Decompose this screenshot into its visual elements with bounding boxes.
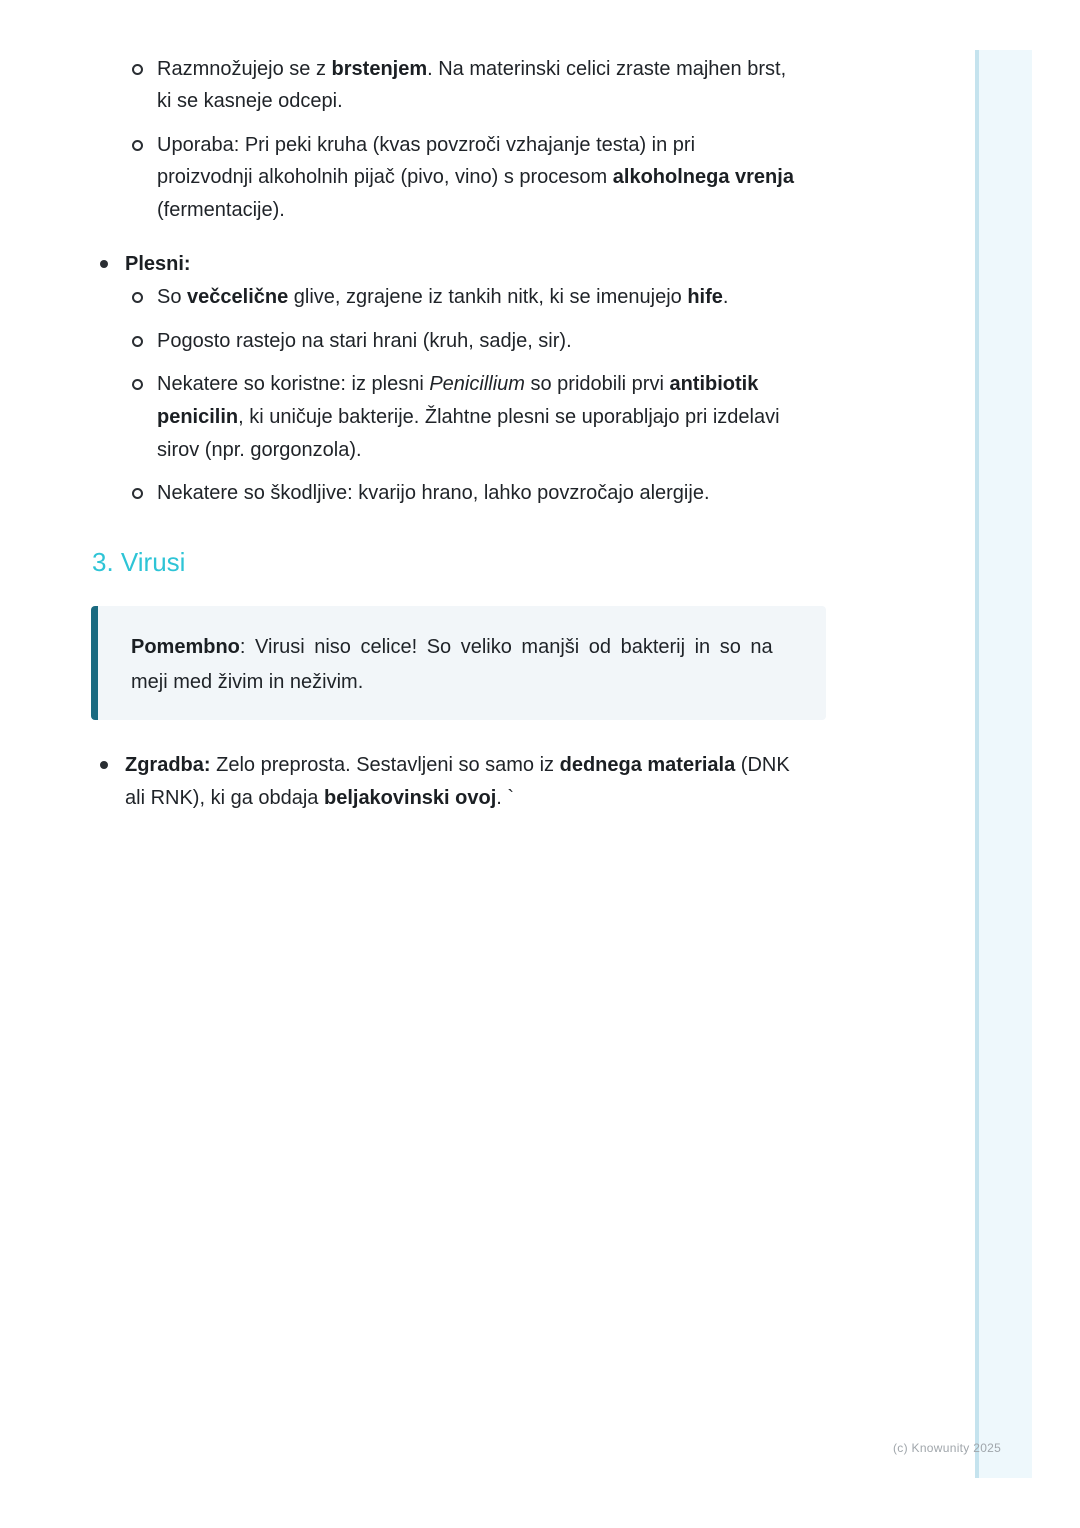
callout-box	[91, 606, 826, 720]
section-label: Plesni:	[125, 253, 191, 275]
text-line: proizvodnji alkoholnih pijač (pivo, vino) s procesom alkoholnega vrenja	[157, 166, 794, 188]
copyright-footer: (c) Knowunity 2025	[893, 1441, 1002, 1455]
sub-bullet	[132, 140, 143, 151]
sub-bullet	[132, 379, 143, 390]
text-line: Pogosto rastejo na stari hrani (kruh, sadje, sir).	[157, 330, 572, 352]
text-line: (fermentacije).	[157, 199, 285, 221]
section-heading: 3. Virusi	[92, 547, 186, 577]
sub-bullet	[132, 488, 143, 499]
bullet	[100, 761, 108, 769]
text-line: Razmnožujejo se z brstenjem. Na materinski celici zraste majhen brst,	[157, 58, 787, 80]
text-line: So večcelične glive, zgrajene iz tankih nitk, ki se imenujejo hife.	[157, 286, 729, 308]
text-line: sirov (npr. gorgonzola).	[157, 439, 362, 461]
text-line: ki se kasneje odcepi.	[157, 90, 343, 112]
callout-text: meji med živim in neživim.	[131, 671, 364, 693]
sub-bullet	[132, 64, 143, 75]
callout-text: Pomembno: Virusi niso celice! So veliko manjši od bakterij in so na	[131, 636, 773, 658]
sub-bullet	[132, 292, 143, 303]
side-panel	[975, 50, 1032, 1478]
bullet	[100, 260, 108, 268]
text-line: penicilin, ki uničuje bakterije. Žlahtne plesni se uporabljajo pri izdelavi	[157, 406, 780, 428]
text-line: Nekatere so koristne: iz plesni Penicillium so pridobili prvi antibiotik	[157, 373, 759, 395]
text-line: ali RNK), ki ga obdaja beljakovinski ovoj. `	[125, 787, 515, 809]
text-line: Nekatere so škodljive: kvarijo hrano, lahko povzročajo alergije.	[157, 482, 710, 504]
sub-bullet	[132, 336, 143, 347]
text-line: Zgradba: Zelo preprosta. Sestavljeni so samo iz dednega materiala (DNK	[125, 754, 790, 776]
text-line: Uporaba: Pri peki kruha (kvas povzroči vzhajanje testa) in pri	[157, 134, 696, 156]
